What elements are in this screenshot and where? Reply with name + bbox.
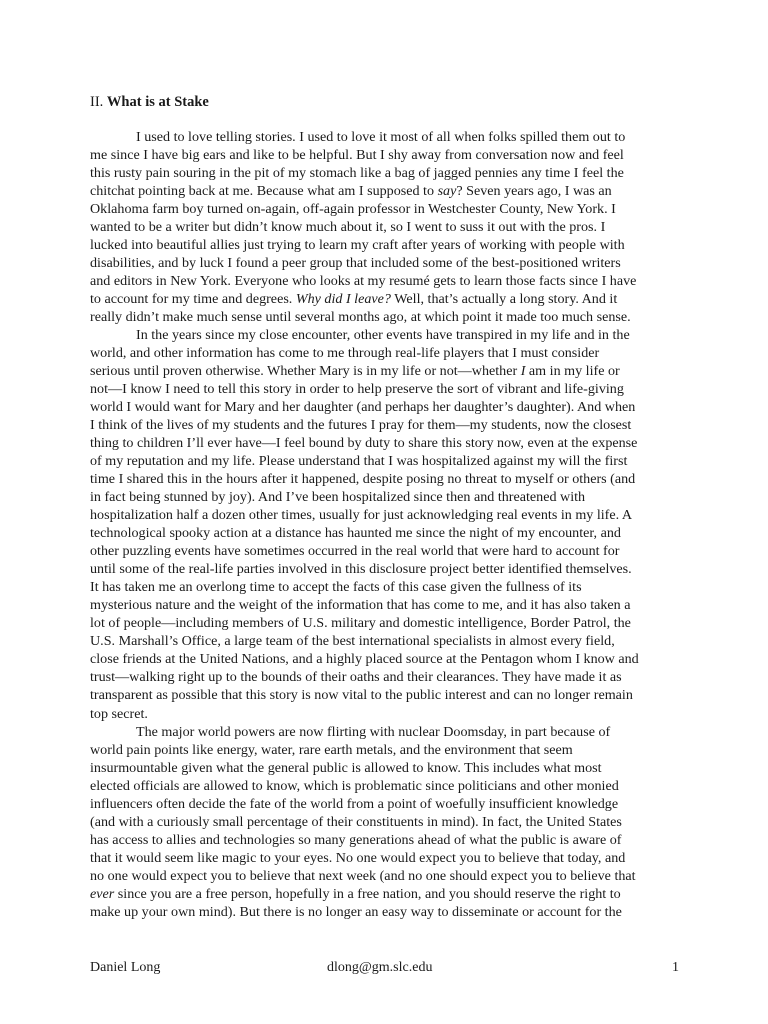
text-run: make up your own mind). But there is no longer an easy way to disseminate or account for the [90,903,622,920]
text-line [90,308,680,326]
text-run: I used to love telling stories. I used to love it most of all when folks spilled them out to [136,129,626,145]
text-line [90,380,680,398]
text-run: U.S. Marshall’s Office, a large team of the best international specialists in almost every field, [90,633,615,650]
text-run: time I shared this in the hours after it happened, despite posing no threat to myself or others (and [90,471,636,488]
text-run: world I would want for Mary and her daughter (and perhaps her daughter’s daughter). And when [90,399,636,416]
italic-text-run: Why did I leave? [295,291,391,308]
text-run: Well, that’s actually a long story. And it [390,291,618,308]
text-line [90,128,680,146]
text-line [90,705,680,723]
text-run: thing to children I’ll ever have—I feel bound by duty to share this story now, even at the expense [90,435,638,452]
text-run: insurmountable given what the general public is allowed to know. This includes what most [90,759,602,776]
text-line [90,560,680,578]
text-run: not—I know I need to tell this story in order to help preserve the sort of vibrant and life-giving [90,381,624,398]
footer-page-number: 1 [672,960,679,975]
text-run: In the years since my close encounter, other events have transpired in my life and in the [136,327,630,344]
text-line [90,344,680,362]
text-line [90,200,680,218]
text-run: other puzzling events have sometimes occurred in the real world that were hard to account for [90,543,620,560]
text-line [90,668,680,686]
text-run: disabilities, and by luck I found a peer group that included some of the best-positioned writers [90,255,621,272]
text-line [90,398,680,416]
text-run: It has taken me an overlong time to accept the facts of this case given the fullness of its [90,579,582,596]
text-run: world, and other information has come to me through real-life players that I must consider [90,345,600,362]
text-line [90,362,680,380]
text-run: The major world powers are now flirting with nuclear Doomsday, in part because of [136,723,611,740]
text-run: I think of the lives of my students and the futures I pray for them—my students, now the closest [90,417,632,434]
text-run: world pain points like energy, water, rare earth metals, and the environment that seem [90,741,573,758]
text-line [90,723,680,741]
text-line [90,650,680,668]
text-line [90,524,680,542]
text-line [90,777,680,795]
text-line [90,146,680,164]
italic-text-run: I [520,363,526,380]
text-run: in fact being stunned by joy). And I’ve been hospitalized since then and threatened with [90,489,586,506]
text-run: wanted to be a writer but didn’t know much about it, so I went to suss it out with the pros. I [90,219,606,236]
text-line [90,452,680,470]
text-line [90,795,680,813]
text-run: technological spooky action at a distance has haunted me since the night of my encounter, and [90,525,621,542]
text-line [90,470,680,488]
text-line [90,632,680,650]
text-line [90,218,680,236]
text-run: trust—walking right up to the bounds of their oaths and their clearances. They have made it as [90,669,622,686]
text-run: serious until proven otherwise. Whether Mary is in my life or not—whether [90,363,521,380]
text-line [90,506,680,524]
text-line [90,488,680,506]
italic-text-run: ever [90,885,115,902]
text-run: chitchat pointing back at me. Because what am I supposed to [90,183,438,200]
italic-text-run: say [437,183,457,200]
text-run: to account for my time and degrees. [90,291,296,308]
text-line [90,416,680,434]
text-line [90,759,680,777]
text-run: that it would seem like magic to your eyes. No one would expect you to believe that today, and [90,849,626,866]
text-run: really didn’t make much sense until several months ago, at which point it made too much sense. [90,309,631,326]
text-line [90,164,680,182]
text-line [90,434,680,452]
text-run: lot of people—including members of U.S. military and domestic intelligence, Border Patrol, the [90,615,631,632]
text-run: since you are a free person, hopefully in a free nation, and you should reserve the right to [114,885,621,902]
text-line [90,831,680,849]
page-footer [90,958,679,978]
footer-author: Daniel Long [90,960,161,975]
text-line [90,182,680,200]
text-line [90,686,680,704]
text-run: (and with a curiously small percentage of their constituents in mind). In fact, the United States [90,813,622,830]
text-run: this rusty pain souring in the pit of my stomach like a bag of jagged pennies any time I feel the [90,165,624,182]
text-line [90,741,680,759]
text-run: no one would expect you to believe that next week (and no one should expect you to believe that [90,867,636,884]
text-line [90,254,680,272]
section-number: II. [90,94,104,110]
text-line [90,903,680,921]
text-run: me since I have big ears and like to be helpful. But I shy away from conversation now and feel [90,147,624,164]
text-run: close friends at the United Nations, and a highly placed source at the Pentagon whom I know and [90,651,639,668]
text-run: lucked into beautiful allies just trying to learn my craft after years of working with people with [90,237,625,254]
text-line [90,236,680,254]
text-run: top secret. [90,705,148,722]
text-run: Oklahoma farm boy turned on-again, off-again professor in Westchester County, New York. I [90,201,616,218]
section-heading [90,92,209,112]
text-run: transparent as possible that this story is now vital to the public interest and can no longer remain [90,687,633,704]
text-run: mysterious nature and the weight of the information that has come to me, and it has also taken a [90,597,631,614]
text-run: elected officials are allowed to know, which is problematic since politicians and other monied [90,777,619,794]
text-line [90,885,680,903]
text-run: has access to allies and technologies so many generations ahead of what the public is aware of [90,831,622,848]
text-line [90,578,680,596]
text-line [90,272,680,290]
text-run: hospitalization half a dozen other times, usually for just acknowledging real events in my life. A [90,507,633,524]
text-run: influencers often decide the fate of the world from a point of woefully insufficient knowledge [90,795,619,812]
text-line [90,326,680,344]
text-line [90,849,680,867]
text-line [90,542,680,560]
text-run: am in my life or [525,363,620,380]
text-run: until some of the real-life parties involved in this disclosure project better identified themselves. [90,561,632,578]
text-line [90,290,680,308]
body-text [90,128,680,921]
section-title: What is at Stake [106,94,209,110]
text-line [90,813,680,831]
text-line [90,614,680,632]
footer-email: dlong@gm.slc.edu [327,960,433,975]
text-line [90,596,680,614]
text-run: of my reputation and my life. Please understand that I was hospitalized against my will the first [90,453,628,470]
text-line [90,867,680,885]
text-run: and editors in New York. Everyone who looks at my resumé gets to learn those facts since I have [90,273,637,290]
text-run: ? Seven years ago, I was an [456,183,612,200]
